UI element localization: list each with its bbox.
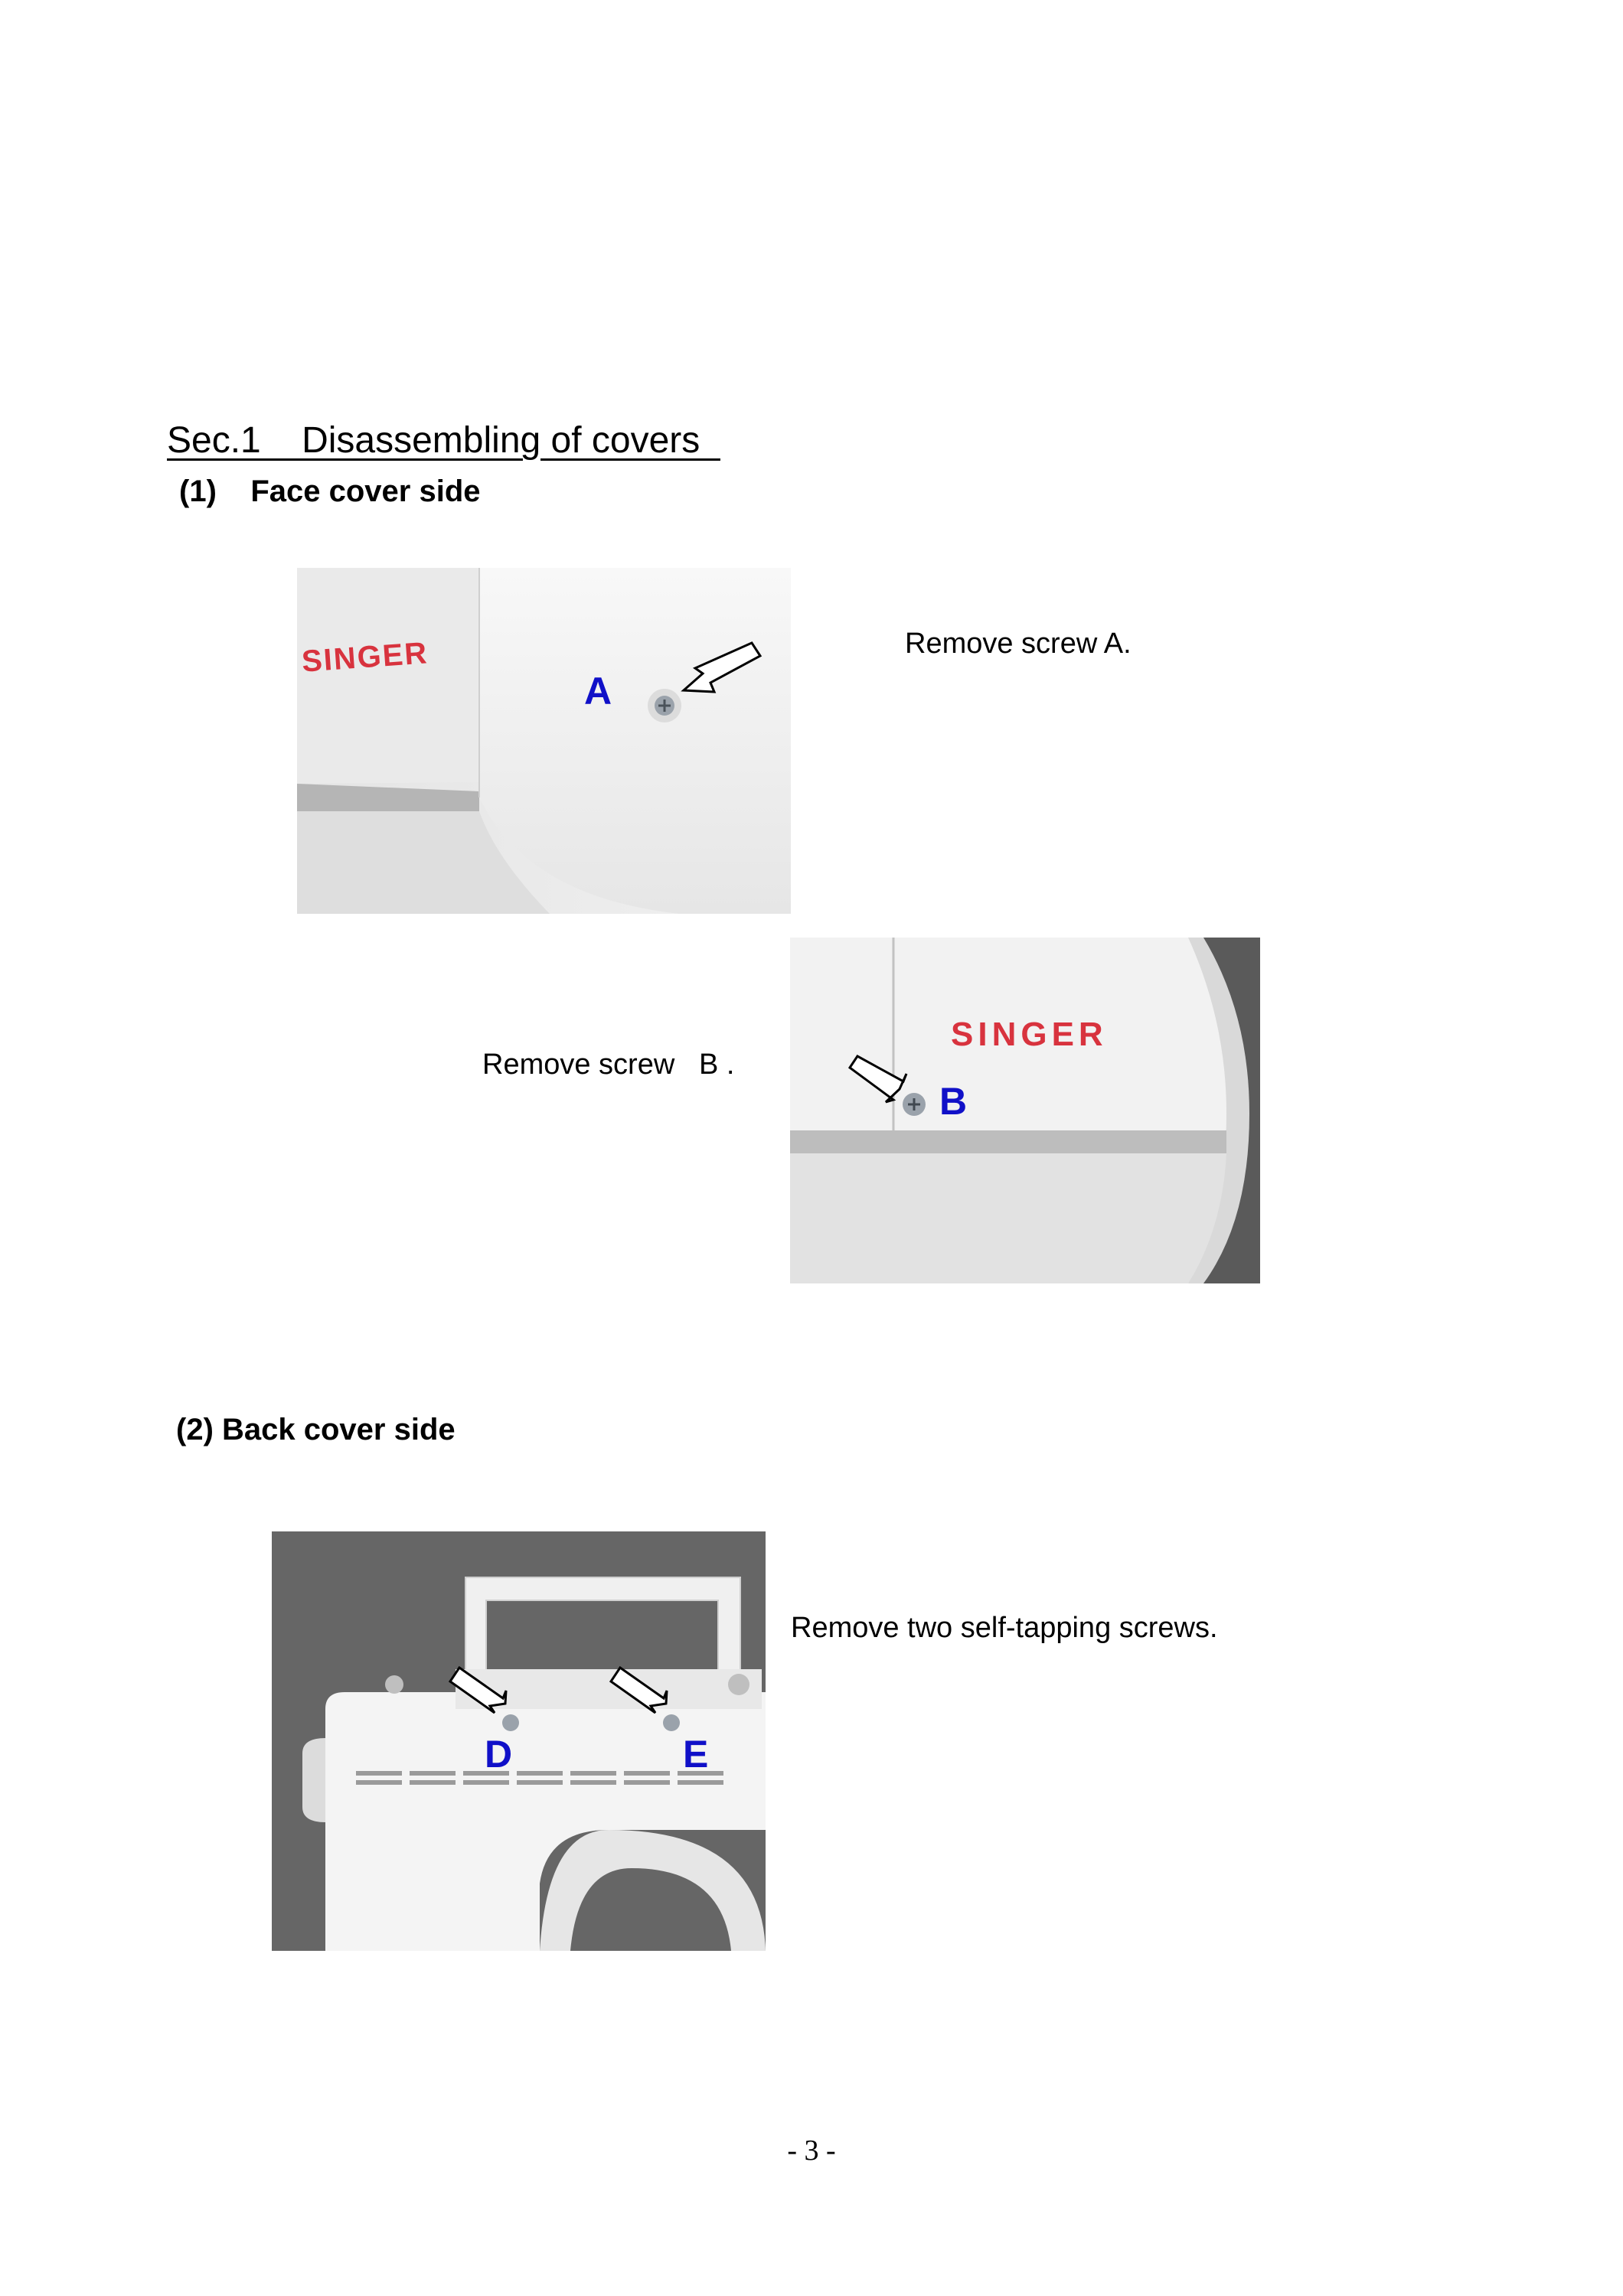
page-number: - 3 - bbox=[787, 2135, 836, 2167]
brand-logo: SINGER bbox=[300, 636, 429, 679]
subsection-face-cover: (1) Face cover side bbox=[179, 475, 481, 508]
subsection-back-cover: (2) Back cover side bbox=[176, 1413, 456, 1446]
screw-label-d: D bbox=[485, 1733, 513, 1776]
photo-face-cover-screw-a bbox=[297, 568, 791, 914]
caption-screw-a: Remove screw A. bbox=[905, 628, 1132, 660]
screw-label-b: B bbox=[939, 1080, 968, 1123]
screw-label-a: A bbox=[584, 670, 612, 713]
caption-screws-de: Remove two self-tapping screws. bbox=[791, 1612, 1218, 1644]
photo-face-cover-screw-b bbox=[790, 938, 1260, 1283]
caption-screw-b: Remove screw B . bbox=[482, 1049, 735, 1081]
photo-back-cover-screws bbox=[272, 1531, 766, 1951]
screw-label-e: E bbox=[683, 1733, 709, 1776]
section-title: Sec.1 Disassembling of covers bbox=[167, 420, 720, 461]
brand-logo: SINGER bbox=[951, 1016, 1108, 1053]
